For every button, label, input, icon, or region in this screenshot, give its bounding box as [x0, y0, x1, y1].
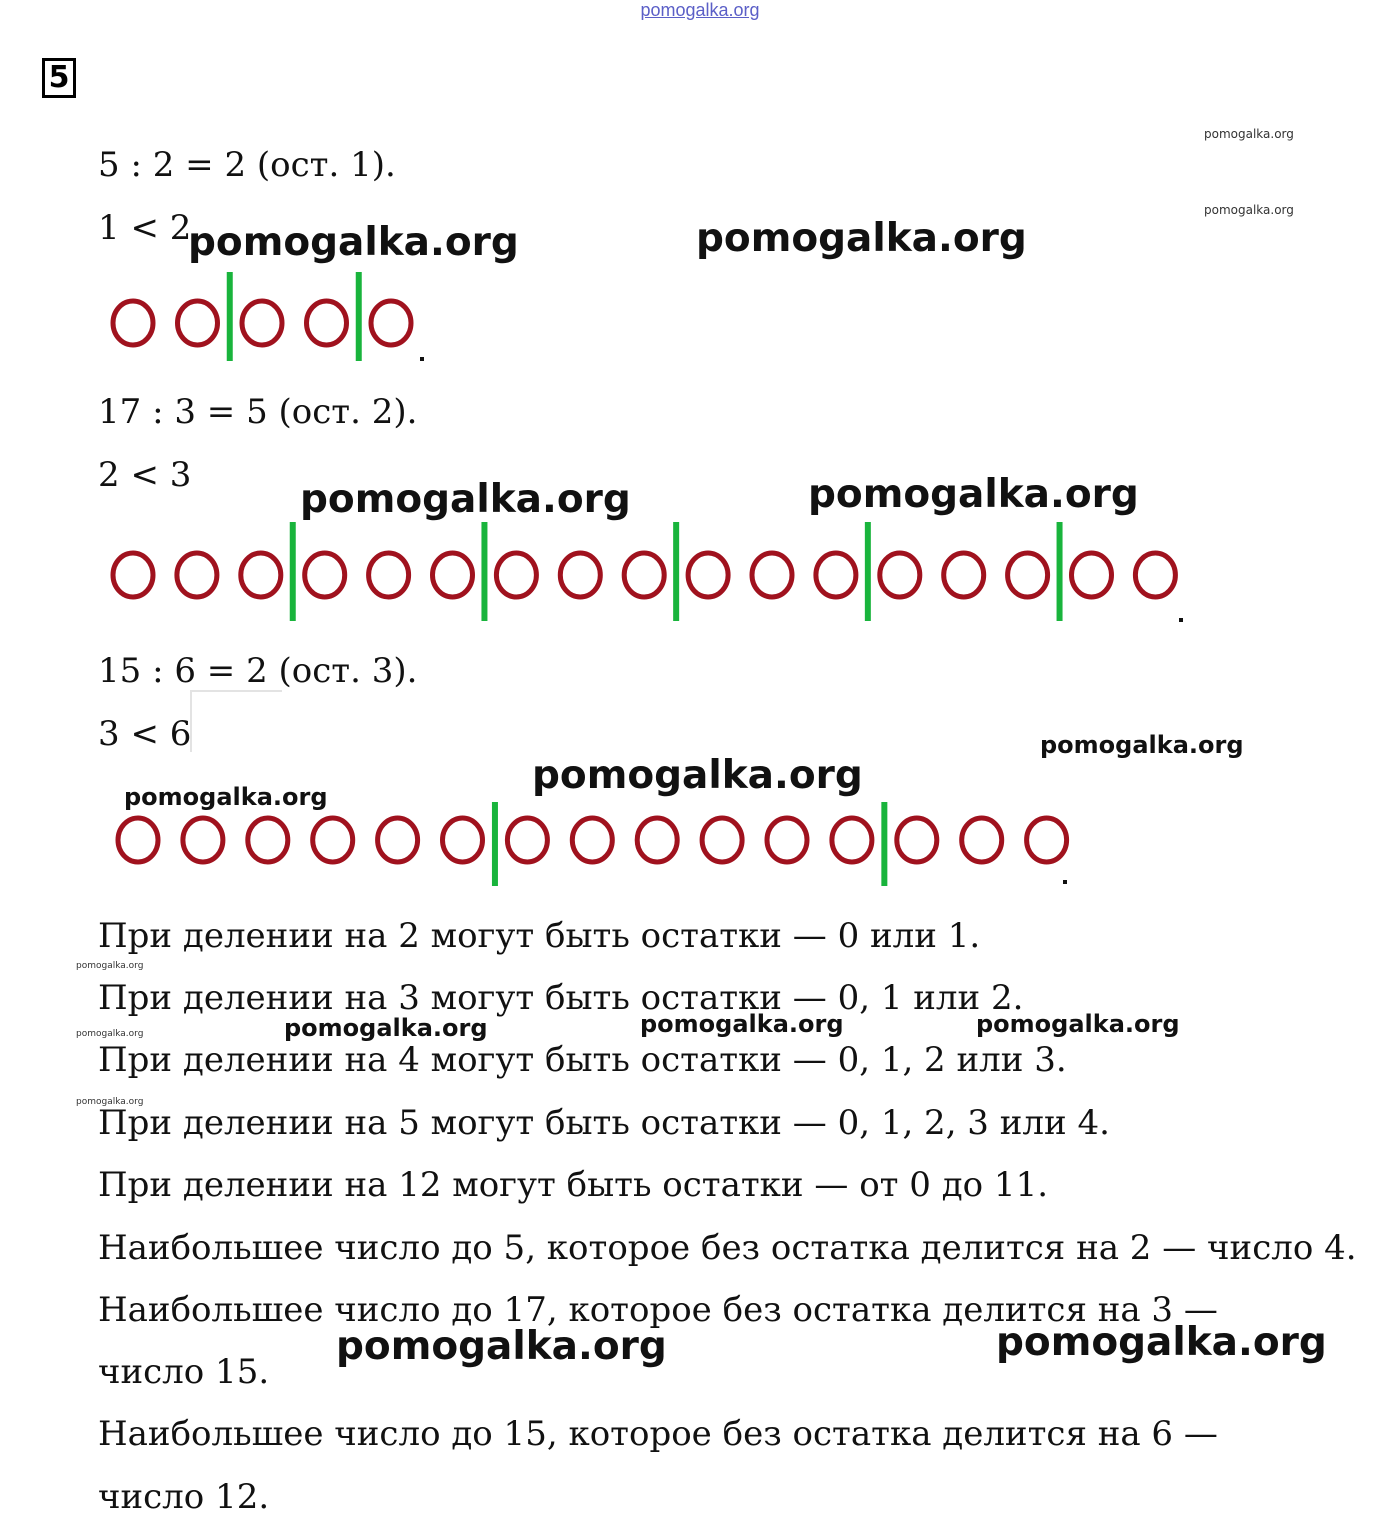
statement-line: Наибольшее число до 15, которое без остатка делится на 6 — — [98, 1414, 1218, 1454]
counter-circle — [177, 553, 217, 597]
statement-line: При делении на 12 могут быть остатки — от 0 до 11. — [98, 1165, 1049, 1205]
watermark: pomogalka.org — [300, 477, 631, 522]
counter-circle — [637, 818, 677, 862]
equation-3: 15 : 6 = 2 (ост. 3). — [98, 651, 418, 691]
comparison-2: 2 < 3 — [98, 455, 192, 495]
statement-line: При делении на 4 могут быть остатки — 0, 1, 2 или 3. — [98, 1040, 1067, 1080]
counter-circle — [118, 818, 158, 862]
counter-circle — [369, 553, 409, 597]
counter-circle — [378, 818, 418, 862]
counter-circle — [241, 553, 281, 597]
counter-circle — [624, 553, 664, 597]
counter-circle — [1135, 553, 1175, 597]
comparison-3: 3 < 6 — [98, 714, 192, 754]
counter-circle — [560, 553, 600, 597]
watermark: pomogalka.org — [532, 753, 863, 798]
counter-circle — [305, 553, 345, 597]
counter-circle — [433, 553, 473, 597]
watermark: pomogalka.org — [808, 472, 1139, 517]
counter-circle — [1027, 818, 1067, 862]
circles-row-1 — [0, 270, 1400, 365]
counter-circle — [832, 818, 872, 862]
counter-circle — [1008, 553, 1048, 597]
statement-line: При делении на 2 могут быть остатки — 0 или 1. — [98, 916, 981, 956]
watermark: pomogalka.org — [996, 1320, 1327, 1365]
watermark: pomogalka.org — [76, 1029, 144, 1039]
watermark: pomogalka.org — [1040, 731, 1244, 759]
statement-line: число 12. — [98, 1477, 270, 1517]
watermark: pomogalka.org — [1204, 203, 1294, 217]
watermark: pomogalka.org — [640, 1010, 844, 1038]
counter-circle — [897, 818, 937, 862]
statement-line: Наибольшее число до 5, которое без остатка делится на 2 — число 4. — [98, 1228, 1357, 1268]
statement-line: При делении на 5 могут быть остатки — 0, 1, 2, 3 или 4. — [98, 1103, 1110, 1143]
watermark: pomogalka.org — [696, 216, 1027, 261]
watermark: pomogalka.org — [76, 1097, 144, 1107]
counter-circle — [307, 301, 347, 345]
counter-circle — [1072, 553, 1112, 597]
counter-circle — [113, 553, 153, 597]
period-dot — [420, 357, 424, 361]
watermark: pomogalka.org — [1204, 127, 1294, 141]
counter-circle — [443, 818, 483, 862]
statement-line: При делении на 3 могут быть остатки — 0, 1 или 2. — [98, 978, 1024, 1018]
counter-circle — [183, 818, 223, 862]
counter-circle — [496, 553, 536, 597]
period-dot — [1179, 618, 1183, 622]
task-number-box: 5 — [42, 58, 76, 98]
faint-artifact — [190, 690, 282, 752]
counter-circle — [767, 818, 807, 862]
counter-circle — [880, 553, 920, 597]
counter-circle — [178, 301, 218, 345]
counter-circle — [688, 553, 728, 597]
watermark: pomogalka.org — [336, 1324, 667, 1369]
equation-1: 5 : 2 = 2 (ост. 1). — [98, 145, 396, 185]
counter-circle — [572, 818, 612, 862]
counter-circle — [752, 553, 792, 597]
counter-circle — [371, 301, 411, 345]
watermark-top: pomogalka.org — [640, 0, 760, 20]
counter-circle — [944, 553, 984, 597]
circles-row-3 — [0, 800, 1400, 890]
counter-circle — [507, 818, 547, 862]
counter-circle — [242, 301, 282, 345]
period-dot — [1063, 880, 1067, 884]
circles-row-2 — [0, 520, 1400, 625]
equation-2: 17 : 3 = 5 (ост. 2). — [98, 392, 418, 432]
counter-circle — [113, 301, 153, 345]
statement-line: Наибольшее число до 17, которое без остатка делится на 3 — — [98, 1290, 1218, 1330]
watermark: pomogalka.org — [188, 220, 519, 265]
counter-circle — [962, 818, 1002, 862]
comparison-1: 1 < 2 — [98, 208, 192, 248]
counter-circle — [816, 553, 856, 597]
counter-circle — [248, 818, 288, 862]
counter-circle — [313, 818, 353, 862]
statement-line: число 15. — [98, 1352, 270, 1392]
watermark: pomogalka.org — [976, 1010, 1180, 1038]
counter-circle — [702, 818, 742, 862]
watermark: pomogalka.org — [76, 961, 144, 971]
watermark: pomogalka.org — [124, 783, 328, 811]
watermark: pomogalka.org — [284, 1014, 488, 1042]
